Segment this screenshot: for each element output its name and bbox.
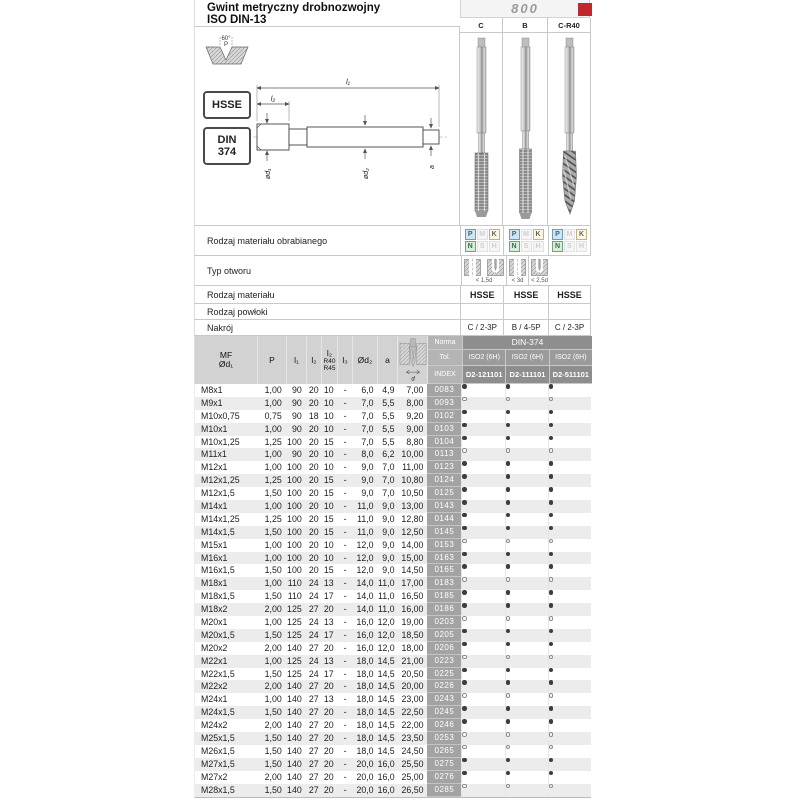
availability-dot-cell	[505, 397, 548, 410]
availability-dot-cell	[461, 513, 504, 526]
availability-dot-cell	[505, 758, 548, 771]
hole-depth-caption: < 2,5d	[531, 277, 548, 284]
table-row: M20x1,5 1,50 125 24 17 - 16,0 12,0 18,50 0205	[195, 629, 591, 642]
table-row: M27x2 2,00 140 27 20 - 20,0 16,0 25,00 0276	[195, 771, 591, 784]
size-cell: M22x1,5	[201, 668, 235, 679]
chamfer-label: Nakrój	[207, 322, 234, 333]
variant-header-cr40: C-R40	[548, 18, 591, 33]
index-cell: 0226	[427, 680, 461, 693]
availability-dot-cell	[461, 616, 504, 629]
tool-material-value: HSSE	[470, 289, 495, 300]
availability-dot-cell	[548, 436, 591, 449]
index-cell: 0103	[427, 423, 461, 436]
availability-dot-cell	[548, 461, 591, 474]
hsse-badge: HSSE	[203, 91, 251, 119]
availability-dot-cell	[505, 513, 548, 526]
index-label: INDEX	[428, 366, 462, 384]
availability-dot-cell	[548, 552, 591, 565]
index-cell: 0185	[427, 590, 461, 603]
iso-material-group-box: P	[465, 229, 476, 240]
availability-dot-cell	[461, 680, 504, 693]
availability-dot-cell	[461, 745, 504, 758]
tolerance-value: ISO2 (6H)	[549, 350, 592, 367]
tolerance-value: ISO2 (6H)	[505, 350, 548, 367]
availability-dot-cell	[505, 487, 548, 500]
availability-dot-cell	[548, 719, 591, 732]
availability-dot-cell	[461, 461, 504, 474]
table-row: M18x1 1,00 110 24 13 - 14,0 11,0 17,00 0183	[195, 577, 591, 590]
availability-dot-cell	[548, 397, 591, 410]
availability-dot-cell	[505, 500, 548, 513]
availability-dot-cell	[461, 564, 504, 577]
coating-row	[194, 303, 591, 319]
availability-dot-cell	[461, 487, 504, 500]
col-p: P	[258, 336, 287, 384]
index-cell: 0243	[427, 693, 461, 706]
availability-dot-cell	[461, 448, 504, 461]
index-cell: 0203	[427, 616, 461, 629]
hole-type-cell	[506, 256, 528, 285]
size-cell: M26x1,5	[201, 745, 235, 756]
availability-dot-cell	[548, 487, 591, 500]
iso-material-group-box: N	[465, 241, 476, 252]
thread-profile-icon	[203, 33, 251, 67]
tool-material-label: Rodzaj materiału	[207, 289, 275, 300]
material-groups-cell	[460, 226, 503, 255]
col-l2: l₂	[307, 336, 322, 384]
iso-material-group-box: S	[521, 241, 532, 252]
availability-dot-cell	[461, 436, 504, 449]
index-cell: 0245	[427, 706, 461, 719]
availability-dot-cell	[461, 526, 504, 539]
tolerance-label: Tol.	[428, 350, 462, 367]
col-d2: Ød₂	[353, 336, 378, 384]
index-cell: 0205	[427, 629, 461, 642]
chamfer-row	[194, 319, 591, 335]
index-cell: 0165	[427, 564, 461, 577]
table-row: M26x1,5 1,50 140 27 20 - 18,0 14,5 24,50 0265	[195, 745, 591, 758]
index-cell: 0104	[427, 436, 461, 449]
availability-dot-cell	[548, 784, 591, 797]
table-row: M25x1,5 1,50 140 27 20 - 18,0 14,5 23,50 0253	[195, 732, 591, 745]
title-line-1: Gwint metryczny drobnozwojny	[207, 2, 381, 14]
availability-dot-cell	[548, 616, 591, 629]
table-row: M20x2 2,00 140 27 20 - 16,0 12,0 18,00 0206	[195, 642, 591, 655]
iso-material-group-box: H	[576, 241, 587, 252]
availability-dot-cell	[548, 423, 591, 436]
through-hole-icon	[462, 258, 483, 278]
availability-dot-cell	[505, 461, 548, 474]
index-cell: 0083	[427, 384, 461, 397]
index-cell: 0093	[427, 397, 461, 410]
iso-material-group-box: K	[489, 229, 500, 240]
norma-tol-index-header	[428, 336, 592, 384]
iso-material-group-box: N	[552, 241, 563, 252]
dimension-drawing	[253, 71, 453, 183]
page-title	[194, 0, 460, 27]
availability-dot-cell	[505, 448, 548, 461]
availability-dot-cell	[461, 539, 504, 552]
tolerance-value: ISO2 (6H)	[462, 350, 505, 367]
availability-dot-cell	[548, 771, 591, 784]
iso-material-group-box: M	[564, 229, 575, 240]
index-cell: 0276	[427, 771, 461, 784]
size-cell: M24x1,5	[201, 707, 235, 718]
table-row: M12x1,5 1,50 100 20 15 - 9,0 7,0 10,50 0125	[195, 487, 591, 500]
index-cell: 0113	[427, 448, 461, 461]
table-row: M12x1,25 1,25 100 20 15 - 9,0 7,0 10,80 0124	[195, 474, 591, 487]
table-row: M16x1,5 1,50 100 20 15 - 12,0 9,0 14,50 0165	[195, 564, 591, 577]
availability-dot-cell	[461, 629, 504, 642]
brand-logo: 800	[511, 1, 539, 16]
size-cell: M20x1,5	[201, 629, 235, 640]
availability-dot-cell	[461, 590, 504, 603]
chamfer-value: B / 4-5P	[511, 323, 541, 332]
availability-dot-cell	[505, 784, 548, 797]
hole-type-label: Typ otworu	[207, 265, 252, 276]
availability-dot-cell	[505, 706, 548, 719]
availability-dot-cell	[461, 500, 504, 513]
workpiece-material-row	[194, 225, 591, 255]
table-row: M9x1 1,00 90 20 10 - 7,0 5,5 8,00 0093	[195, 397, 591, 410]
chamfer-value: C / 2-3P	[554, 323, 585, 332]
iso-material-group-box: H	[489, 241, 500, 252]
availability-dot-cell	[505, 423, 548, 436]
size-table-header	[194, 335, 591, 384]
iso-material-group-box: K	[576, 229, 587, 240]
availability-dot-cell	[505, 384, 548, 397]
variant-header-c: C	[460, 18, 503, 33]
table-row: M27x1,5 1,50 140 27 20 - 20,0 16,0 25,50 0275	[195, 758, 591, 771]
table-row: M8x1 1,00 90 20 10 - 6,0 4,9 7,00 0083	[195, 384, 591, 397]
iso-material-group-box: H	[533, 241, 544, 252]
availability-dot-cell	[505, 474, 548, 487]
size-cell: M16x1	[201, 552, 228, 563]
availability-dot-cell	[505, 668, 548, 681]
dimension-columns-header	[195, 336, 428, 384]
table-row: M11x1 1,00 90 20 10 - 8,0 6,2 10,00 0113	[195, 448, 591, 461]
availability-dot-cell	[505, 680, 548, 693]
availability-dot-cell	[461, 474, 504, 487]
availability-dot-cell	[505, 436, 548, 449]
availability-dot-cell	[461, 758, 504, 771]
index-cell: 0225	[427, 668, 461, 681]
availability-dot-cell	[548, 539, 591, 552]
size-cell: M9x1	[201, 397, 223, 408]
iso-material-group-box: M	[477, 229, 488, 240]
availability-dot-cell	[548, 564, 591, 577]
availability-dot-cell	[505, 539, 548, 552]
availability-dot-cell	[461, 719, 504, 732]
availability-dot-cell	[548, 603, 591, 616]
norma-label: Norma	[428, 336, 462, 350]
size-cell: M14x1	[201, 501, 228, 512]
availability-dot-cell	[505, 719, 548, 732]
col-mf: MF Ød₁	[195, 336, 258, 384]
variant-header-b: B	[503, 18, 548, 33]
availability-dot-cell	[548, 732, 591, 745]
svg-text:l₁: l₁	[345, 77, 351, 86]
svg-text:P: P	[223, 42, 229, 48]
material-groups-cell	[548, 226, 591, 255]
availability-dot-cell	[548, 590, 591, 603]
availability-dot-cell	[505, 410, 548, 423]
table-row: M24x1 1,00 140 27 13 - 18,0 14,5 23,00 0243	[195, 693, 591, 706]
table-row: M10x1,25 1,25 100 20 15 - 7,0 5,5 8,80 0104	[195, 436, 591, 449]
table-row: M14x1 1,00 100 20 10 - 11,0 9,0 13,00 0143	[195, 500, 591, 513]
index-cell: 0124	[427, 474, 461, 487]
size-cell: M10x1	[201, 423, 228, 434]
drill-hole-icon	[399, 338, 427, 382]
availability-dot-cell	[548, 448, 591, 461]
table-row: M18x1,5 1,50 110 24 17 - 14,0 11,0 16,50 0185	[195, 590, 591, 603]
availability-dot-cell	[461, 655, 504, 668]
availability-dot-cell	[505, 590, 548, 603]
availability-dot-cell	[548, 526, 591, 539]
availability-dot-cell	[461, 423, 504, 436]
svg-text:60°: 60°	[221, 36, 231, 42]
hole-type-cell	[528, 256, 550, 285]
size-cell: M12x1,5	[201, 488, 235, 499]
svg-text:ød₁: ød₁	[265, 168, 272, 179]
availability-dot-cell	[548, 693, 591, 706]
iso-material-group-box: S	[564, 241, 575, 252]
size-cell: M14x1,5	[201, 526, 235, 537]
availability-dot-cell	[505, 616, 548, 629]
index-cell: 0285	[427, 784, 461, 797]
availability-dot-cell	[548, 500, 591, 513]
availability-dot-cell	[548, 668, 591, 681]
availability-dot-cell	[461, 784, 504, 797]
svg-text:ød₂: ød₂	[363, 168, 370, 179]
through-hole-icon	[507, 258, 528, 278]
coating-label: Rodzaj powłoki	[207, 306, 268, 317]
table-row: M28x1,5 1,50 140 27 20 - 20,0 16,0 26,50 0285	[195, 784, 591, 797]
tool-material-value: HSSE	[513, 289, 539, 300]
index-cell: 0206	[427, 642, 461, 655]
availability-dot-cell	[461, 552, 504, 565]
availability-dot-cell	[505, 629, 548, 642]
index-cell: 0153	[427, 539, 461, 552]
availability-dot-cell	[505, 603, 548, 616]
size-cell: M14x1,25	[201, 513, 240, 524]
workpiece-material-label: Rodzaj materiału obrabianego	[207, 235, 328, 246]
tap-photo-b	[503, 33, 548, 225]
tool-material-value: HSSE	[557, 289, 582, 300]
index-cell: 0246	[427, 719, 461, 732]
size-cell: M11x1	[201, 449, 227, 460]
index-cell: 0144	[427, 513, 461, 526]
table-row: M14x1,5 1,50 100 20 15 - 11,0 9,0 12,50 0145	[195, 526, 591, 539]
size-cell: M12x1,25	[201, 475, 240, 486]
availability-dot-cell	[505, 745, 548, 758]
table-row: M24x1,5 1,50 140 27 20 - 18,0 14,5 22,50 0245	[195, 706, 591, 719]
availability-dot-cell	[505, 577, 548, 590]
size-cell: M10x1,25	[201, 436, 240, 447]
size-table-body	[194, 384, 591, 798]
availability-dot-cell	[548, 513, 591, 526]
brand-cell	[460, 0, 590, 18]
norma-value: DIN-374	[462, 336, 592, 350]
availability-dot-cell	[505, 655, 548, 668]
index-code: D2-121101	[462, 366, 505, 384]
size-cell: M15x1	[201, 539, 228, 550]
availability-dot-cell	[505, 526, 548, 539]
size-cell: M8x1	[201, 385, 223, 395]
availability-dot-cell	[461, 706, 504, 719]
size-cell: M20x2	[201, 642, 228, 653]
index-cell: 0253	[427, 732, 461, 745]
availability-dot-cell	[548, 642, 591, 655]
index-code: D2-511101	[549, 366, 592, 384]
availability-dot-cell	[505, 771, 548, 784]
size-cell: M27x1,5	[201, 758, 235, 769]
index-cell: 0102	[427, 410, 461, 423]
title-line-2: ISO DIN-13	[207, 14, 267, 26]
availability-dot-cell	[548, 758, 591, 771]
index-cell: 0145	[427, 526, 461, 539]
iso-material-group-box: P	[509, 229, 520, 240]
size-cell: M10x0,75	[201, 410, 240, 421]
index-cell: 0125	[427, 487, 461, 500]
index-cell: 0265	[427, 745, 461, 758]
chamfer-value: C / 2-3P	[467, 323, 497, 332]
table-row: M12x1 1,00 100 20 10 - 9,0 7,0 11,00 0123	[195, 461, 591, 474]
availability-dot-cell	[548, 745, 591, 758]
blind-hole-icon	[485, 258, 506, 278]
size-cell: M25x1,5	[201, 733, 235, 744]
size-cell: M18x1	[201, 578, 228, 589]
table-row: M22x1 1,00 125 24 13 - 18,0 14,5 21,00 0223	[195, 655, 591, 668]
availability-dot-cell	[461, 384, 504, 397]
iso-material-group-box: K	[533, 229, 544, 240]
index-cell: 0163	[427, 552, 461, 565]
size-cell: M28x1,5	[201, 784, 235, 795]
availability-dot-cell	[461, 668, 504, 681]
tap-photo-c	[460, 33, 503, 225]
size-cell: M27x2	[201, 771, 228, 782]
table-row: M10x1 1,00 90 20 10 - 7,0 5,5 9,00 0103	[195, 423, 591, 436]
availability-dot-cell	[548, 410, 591, 423]
red-page-marker	[578, 3, 592, 16]
availability-dot-cell	[505, 642, 548, 655]
svg-text:a: a	[429, 165, 436, 169]
availability-dot-cell	[461, 771, 504, 784]
col-l3: l₃	[338, 336, 353, 384]
table-row: M22x1,5 1,50 125 24 17 - 18,0 14,5 20,50 0225	[195, 668, 591, 681]
col-drill-diameter	[398, 336, 428, 384]
index-code: D2-111101	[505, 366, 548, 384]
col-a: a	[378, 336, 398, 384]
size-cell: M24x1	[201, 694, 228, 705]
table-row: M14x1,25 1,25 100 20 15 - 11,0 9,0 12,80 0144	[195, 513, 591, 526]
availability-dot-cell	[461, 732, 504, 745]
availability-dot-cell	[461, 410, 504, 423]
tool-material-row	[194, 285, 591, 303]
size-cell: M24x2	[201, 720, 228, 731]
iso-material-group-box: S	[477, 241, 488, 252]
svg-text:l₂: l₂	[270, 94, 276, 103]
availability-dot-cell	[461, 693, 504, 706]
availability-dot-cell	[548, 474, 591, 487]
availability-dot-cell	[505, 552, 548, 565]
material-groups-cell	[503, 226, 548, 255]
table-row: M24x2 2,00 140 27 20 - 18,0 14,5 22,00 0246	[195, 719, 591, 732]
availability-dot-cell	[461, 397, 504, 410]
availability-dot-cell	[548, 629, 591, 642]
size-cell: M16x1,5	[201, 565, 235, 576]
hole-depth-caption: < 1,5d	[475, 277, 493, 284]
table-row: M16x1 1,00 100 20 10 - 12,0 9,0 15,00 0163	[195, 552, 591, 565]
col-l2-r40-r45: l₂ R40 R45	[322, 336, 338, 384]
din-374-badge: DIN 374	[203, 127, 251, 165]
table-row: M18x2 2,00 125 27 20 - 14,0 11,0 16,00 0186	[195, 603, 591, 616]
table-row: M15x1 1,00 100 20 10 - 12,0 9,0 14,00 0153	[195, 539, 591, 552]
size-cell: M22x2	[201, 681, 228, 692]
iso-material-group-box: P	[552, 229, 563, 240]
size-cell: M18x1,5	[201, 591, 235, 602]
availability-dot-cell	[505, 732, 548, 745]
variant-header-row	[460, 18, 591, 33]
availability-dot-cell	[548, 384, 591, 397]
drawing-panel	[194, 27, 460, 225]
tap-photo-cr40	[548, 33, 591, 225]
availability-dot-cell	[505, 693, 548, 706]
iso-material-group-box: N	[509, 241, 520, 252]
index-cell: 0123	[427, 461, 461, 474]
col-l1: l₁	[287, 336, 307, 384]
availability-dot-cell	[461, 642, 504, 655]
availability-dot-cell	[548, 680, 591, 693]
size-cell: M12x1	[201, 462, 228, 473]
tap-photos-row	[460, 33, 591, 225]
index-cell: 0223	[427, 655, 461, 668]
size-cell: M20x1	[201, 617, 228, 628]
table-row: M20x1 1,00 125 24 13 - 16,0 12,0 19,00 0203	[195, 616, 591, 629]
availability-dot-cell	[461, 603, 504, 616]
hole-depth-caption: < 3d	[511, 277, 524, 284]
hole-type-cell	[461, 256, 506, 285]
index-cell: 0183	[427, 577, 461, 590]
iso-material-group-box: M	[521, 229, 532, 240]
svg-text:d: d	[410, 376, 415, 382]
size-cell: M18x2	[201, 604, 228, 615]
size-cell: M22x1	[201, 655, 228, 666]
availability-dot-cell	[505, 564, 548, 577]
index-cell: 0143	[427, 500, 461, 513]
table-row: M22x2 2,00 140 27 20 - 18,0 14,5 20,00 0226	[195, 680, 591, 693]
availability-dot-cell	[548, 655, 591, 668]
table-row: M10x0,75 0,75 90 18 10 - 7,0 5,5 9,20 0102	[195, 410, 591, 423]
availability-dot-cell	[548, 577, 591, 590]
hole-type-cells	[461, 256, 550, 285]
index-cell: 0275	[427, 758, 461, 771]
hole-type-row	[194, 255, 591, 285]
availability-dot-cell	[548, 706, 591, 719]
blind-hole-icon	[529, 258, 550, 278]
index-cell: 0186	[427, 603, 461, 616]
availability-dot-cell	[461, 577, 504, 590]
